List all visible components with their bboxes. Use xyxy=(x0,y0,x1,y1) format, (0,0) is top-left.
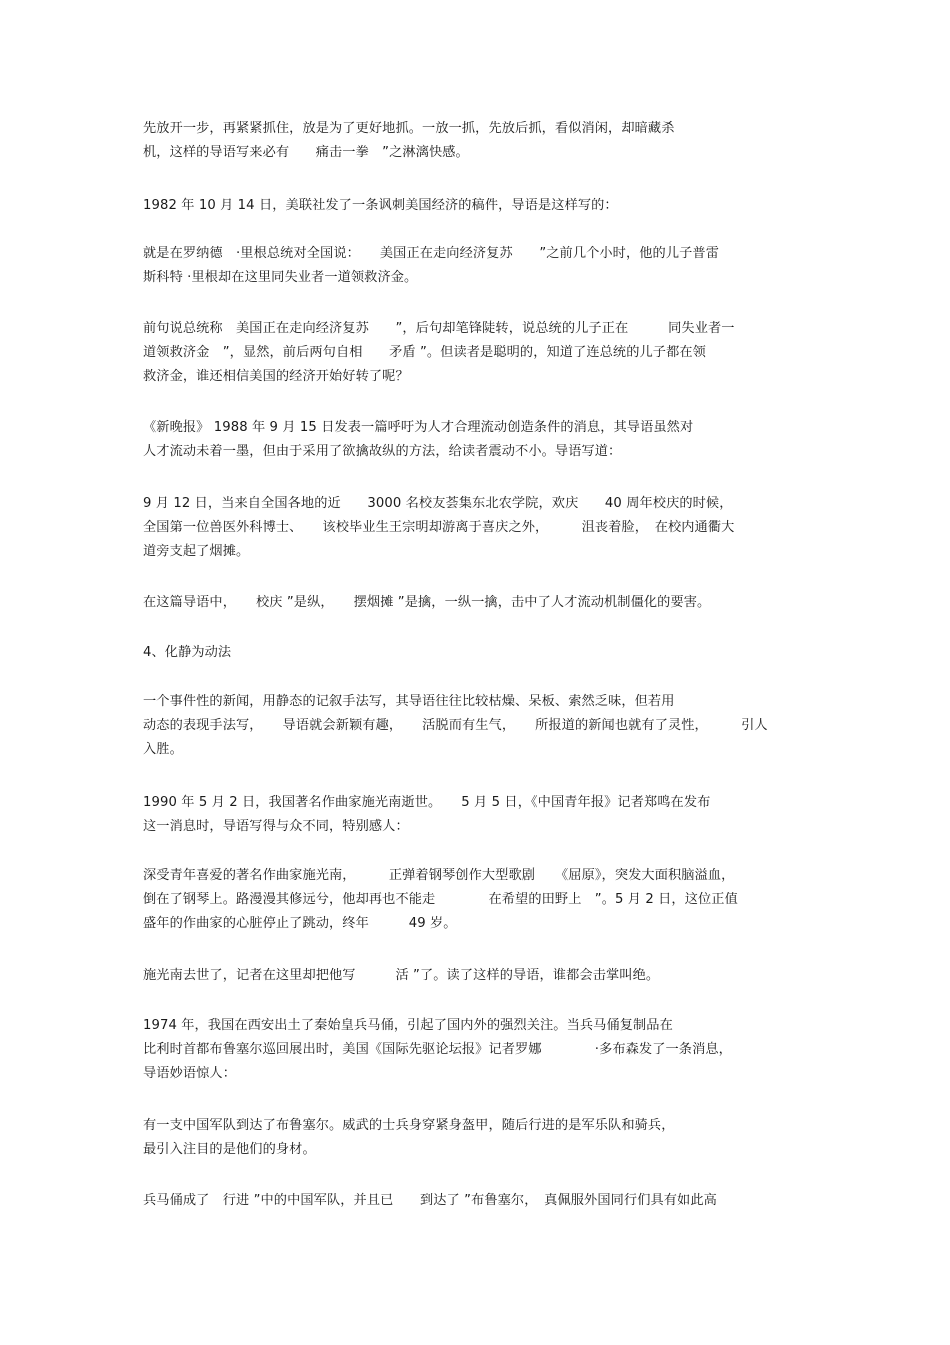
text-line: 入胜。 xyxy=(143,742,183,757)
text-line: 施光南去世了，记者在这里却把他写 活 ”了。读了这样的导语，谁都会击掌叫绝。 xyxy=(143,968,660,983)
text-line: 道旁支起了烟摊。 xyxy=(143,544,250,559)
paragraph-13 xyxy=(143,1114,813,1162)
text-line: 1982 年 10 月 14 日，美联社发了一条讽刺美国经济的稿件，导语是这样写的： xyxy=(143,198,618,213)
text-line: 1974 年，我国在西安出土了秦始皇兵马俑，引起了国内外的强烈关注。当兵马俑复制品在 xyxy=(143,1018,673,1033)
text-line: 倒在了钢琴上。路漫漫其修远兮，他却再也不能走 在希望的田野上 ”。5 月 2 日，这位正值 xyxy=(143,892,738,907)
text-line: 导语妙语惊人： xyxy=(143,1066,237,1081)
text-line: 《新晚报》 1988 年 9 月 15 日发表一篇呼吁为人才合理流动创造条件的消息，其导语虽然对 xyxy=(143,420,694,435)
text-line: 在这篇导语中， 校庆 ”是纵， 摆烟摊 ”是擒，一纵一擒，击中了人才流动机制僵化的要害。 xyxy=(143,595,711,610)
text-line: 人才流动未着一墨，但由于采用了欲擒故纵的方法，给读者震动不小。导语写道： xyxy=(143,444,622,459)
text-line: 斯科特 ·里根却在这里同失业者一道领救济金。 xyxy=(143,270,418,285)
text-line: 比利时首都布鲁塞尔巡回展出时，美国《国际先驱论坛报》记者罗娜 ·多布森发了一条消息， xyxy=(143,1042,732,1057)
paragraph-6 xyxy=(143,492,813,564)
text-line: 道领救济金 ”，显然，前后两句自相 矛盾 ”。但读者是聪明的，知道了连总统的儿子都在领 xyxy=(143,345,706,360)
paragraph-1 xyxy=(143,117,813,165)
text-line: 全国第一位兽医外科博士、 该校毕业生王宗明却游离于喜庆之外， 沮丧着脸， 在校内通衢大 xyxy=(143,520,735,535)
paragraph-7 xyxy=(143,591,813,615)
paragraph-5 xyxy=(143,416,813,464)
paragraph-9 xyxy=(143,791,813,839)
text-line: 救济金，谁还相信美国的经济开始好转了呢？ xyxy=(143,369,409,384)
text-line: 最引入注目的是他们的身材。 xyxy=(143,1142,316,1157)
paragraph-2 xyxy=(143,194,813,218)
paragraph-11 xyxy=(143,964,813,988)
paragraph-4 xyxy=(143,317,813,389)
text-line: 前句说总统称 美国正在走向经济复苏 ”，后句却笔锋陡转，说总统的儿子正在 同失业者一 xyxy=(143,321,735,336)
text-line: 有一支中国军队到达了布鲁塞尔。威武的士兵身穿紧身盔甲，随后行进的是军乐队和骑兵， xyxy=(143,1118,675,1133)
text-line: 盛年的作曲家的心脏停止了跳动，终年 49 岁。 xyxy=(143,916,457,931)
paragraph-12 xyxy=(143,1014,813,1086)
text-line: 深受青年喜爱的著名作曲家施光南， 正弹着钢琴创作大型歌剧 《屈原》，突发大面积脑溢血， xyxy=(143,868,735,883)
text-line: 1990 年 5 月 2 日，我国著名作曲家施光南逝世。 5 月 5 日，《中国青年报》记者郑鸣在发布 xyxy=(143,795,711,810)
text-line: 先放开一步，再紧紧抓住，放是为了更好地抓。一放一抓，先放后抓，看似消闲，却暗藏杀 xyxy=(143,121,675,136)
text-line: 动态的表现手法写， 导语就会新颖有趣， 活脱而有生气， 所报道的新闻也就有了灵性， 引人 xyxy=(143,718,768,733)
paragraph-8 xyxy=(143,690,813,762)
text-line: 兵马俑成了 行进 ”中的中国军队，并且已 到达了 ”布鲁塞尔， 真佩服外国同行们具有如此高 xyxy=(143,1193,717,1208)
text-line: 4、化静为动法 xyxy=(143,645,232,660)
paragraph-10 xyxy=(143,864,813,936)
text-line: 就是在罗纳德 ·里根总统对全国说： 美国正在走向经济复苏 ”之前几个小时，他的儿子普雷 xyxy=(143,246,719,261)
text-line: 这一消息时，导语写得与众不同，特别感人： xyxy=(143,819,409,834)
paragraph-3 xyxy=(143,242,813,290)
paragraph-14 xyxy=(143,1189,813,1213)
section-heading xyxy=(143,641,813,665)
text-line: 一个事件性的新闻，用静态的记叙手法写，其导语往往比较枯燥、呆板、索然乏味，但若用 xyxy=(143,694,675,709)
text-line: 机，这样的导语写来必有 痛击一拳 ”之淋漓快感。 xyxy=(143,145,469,160)
text-line: 9 月 12 日，当来自全国各地的近 3000 名校友荟集东北农学院，欢庆 40 周年校庆的时候， xyxy=(143,496,733,511)
